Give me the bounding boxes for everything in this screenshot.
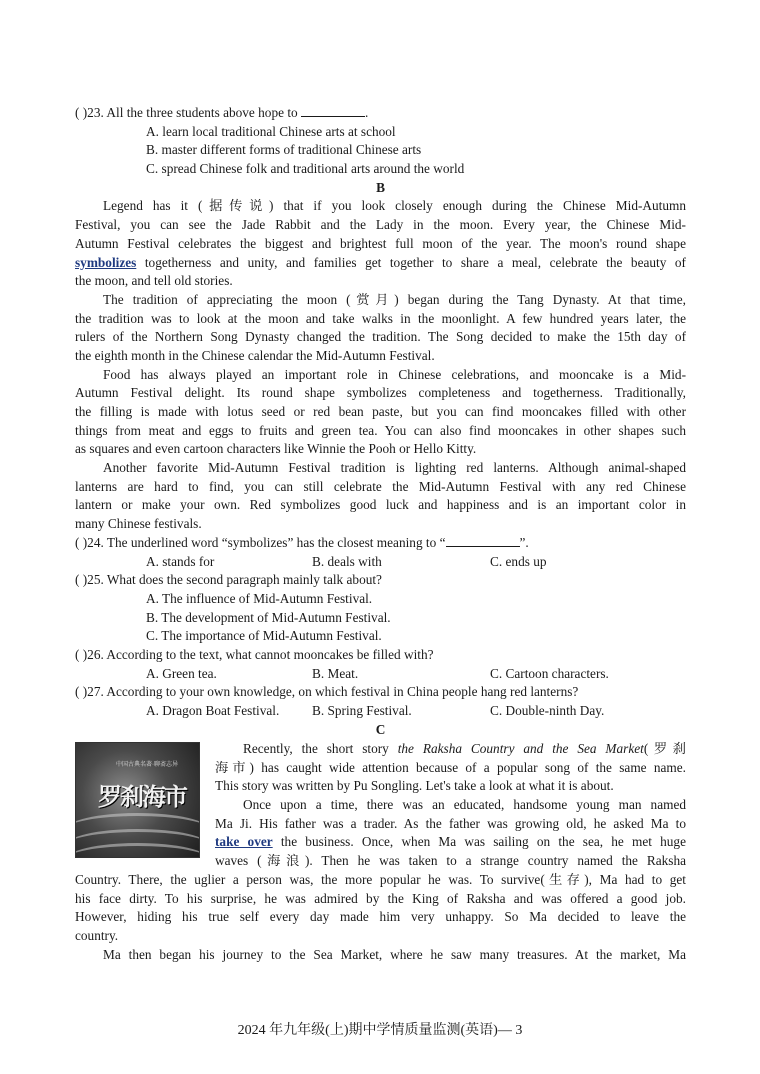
q25-option-b: B. The development of Mid-Autumn Festival. <box>146 609 391 625</box>
b-p1-line: symbolizes togetherness and unity, and families get together to share a meal, celebrate the beauty of <box>75 254 686 270</box>
q26-option-b: B. Meat. <box>312 665 359 681</box>
c-full-line: his face dirty. To his surprise, he was admired by the King of Raksha and was offered a good job. <box>75 890 686 906</box>
q24-option-c: C. ends up <box>490 553 547 569</box>
q27-option-c: C. Double-ninth Day. <box>490 703 605 718</box>
c-full-line: Country. There, the uglier a person was, the more popular he was. To survive(生存), Ma had to get <box>75 872 686 887</box>
section-c-heading: C <box>375 721 386 737</box>
q25-option-a: A. The influence of Mid-Autumn Festival. <box>146 590 373 606</box>
section-c-wrap-text <box>215 740 686 871</box>
q24-option-a: A. stands for <box>146 553 215 569</box>
c-full-line: country. <box>75 928 119 944</box>
b-p4-line: lanterns are hard to find, you can still celebrate the Mid-Autumn Festival with any red Chinese <box>75 478 686 494</box>
underlined-word: symbolizes <box>75 254 137 270</box>
q23-option-a: A. learn local traditional Chinese arts at school <box>146 123 396 139</box>
b-p4-line: many Chinese festivals. <box>75 516 202 532</box>
q27-stem: ( )27. According to your own knowledge, on which festival in China people hang red lanterns? <box>75 684 579 700</box>
c-line: Recently, the short story the Raksha Country and the Sea Market(罗刹 <box>243 741 686 756</box>
cover-title: 罗刹海市 <box>98 782 186 811</box>
q25-stem: ( )25. What does the second paragraph mainly talk about? <box>75 572 382 588</box>
c-line: Once upon a time, there was an educated, handsome young man named <box>243 797 686 813</box>
q23-stem: ( )23. All the three students above hope to . <box>75 105 369 120</box>
b-p4-line: lantern or make your own. Red symbolizes good luck and happiness and is an important color in <box>75 497 686 513</box>
underlined-phrase: take over <box>215 834 273 850</box>
q27-option-a: A. Dragon Boat Festival. <box>146 703 280 718</box>
b-p3-line: the filling is made with lotus seed or red bean paste, but you can find mooncakes filled with other <box>75 404 686 419</box>
q24-options <box>75 553 686 572</box>
c-line: 海市) has caught wide attention because of a popular song of the same name. <box>215 759 686 775</box>
b-p3-line: Autumn Festival delight. Its round shape symbolizes completeness and togetherness. Traditionally, <box>75 385 686 401</box>
c-full-line: Ma then began his journey to the Sea Market, where he saw many treasures. At the market, Ma <box>103 946 686 962</box>
b-p1-line: Legend has it (据传说) that if you look closely enough during the Chinese Mid-Autumn <box>103 198 686 214</box>
c-line: Ma Ji. His father was a trader. As the father was growing old, he asked Ma to <box>215 815 686 831</box>
c-line: waves (海浪). Then he was taken to a strange country named the Raksha <box>215 853 686 869</box>
b-p4-line: Another favorite Mid-Autumn Festival tradition is lighting red lanterns. Although animal-shaped <box>103 460 686 476</box>
c-full-line: However, hiding his true self every day made him very unhappy. So Ma decided to leave the <box>75 909 686 925</box>
q26-option-a: A. Green tea. <box>146 665 217 681</box>
cover-caption: 中国古典名著·聊斋志异 <box>116 762 178 768</box>
q27-options <box>75 702 686 721</box>
q23-option-c: C. spread Chinese folk and traditional arts around the world <box>146 161 465 177</box>
b-p2-line: the tradition was to look at the moon and take walks in the moonlight. A few hundred years later, the <box>75 310 686 326</box>
book-cover-image <box>75 742 200 858</box>
b-p2-line: the eighth month in the Chinese calendar the Mid-Autumn Festival. <box>75 347 435 363</box>
answer-blank <box>301 104 365 117</box>
b-p1-line: Festival, you can see the Jade Rabbit and the Lady in the moon. Every year, the Chinese Mid- <box>75 217 686 233</box>
q27-option-b: B. Spring Festival. <box>312 703 412 718</box>
page-footer: 2024 年九年级(上)期中学情质量监测(英语)— 3 <box>237 1023 523 1038</box>
q23-option-b: B. master different forms of traditional Chinese arts <box>146 142 422 158</box>
b-p1-line: the moon, and tell old stories. <box>75 273 233 289</box>
b-p3-line: things from meat and eggs to fruits and green tea. You can also find mooncakes in other shapes such <box>75 422 686 438</box>
c-line: This story was written by Pu Songling. Let's take a look at what it is about. <box>215 778 614 794</box>
b-p3-line: as squares and even cartoon characters like Winnie the Pooh or Hello Kitty. <box>75 441 477 457</box>
section-b-heading: B <box>376 179 385 195</box>
q25-option-c: C. The importance of Mid-Autumn Festival. <box>146 628 382 644</box>
q24-option-b: B. deals with <box>312 553 382 569</box>
exam-page <box>75 104 686 739</box>
q24-stem: ( )24. The underlined word “symbolizes” has the closest meaning to “ ”. <box>75 534 529 550</box>
b-p2-line: rulers of the Northern Song Dynasty changed the tradition. The Song decided to make the 15th day of <box>75 329 686 345</box>
b-p3-line: Food has always played an important role in Chinese celebrations, and mooncake is a Mid- <box>103 366 686 382</box>
q26-option-c: C. Cartoon characters. <box>490 665 609 681</box>
section-c-full-text <box>75 871 686 964</box>
answer-blank <box>446 534 520 547</box>
q26-stem: ( )26. According to the text, what cannot mooncakes be filled with? <box>75 646 434 662</box>
q26-options <box>75 665 686 684</box>
b-p2-line: The tradition of appreciating the moon (赏月) began during the Tang Dynasty. At that time, <box>103 291 686 307</box>
b-p1-line: Autumn Festival celebrates the biggest and brightest full moon of the year. The moon's round shape <box>75 235 686 251</box>
c-line: take over the business. Once, when Ma was sailing on the sea, he met huge <box>215 834 686 850</box>
